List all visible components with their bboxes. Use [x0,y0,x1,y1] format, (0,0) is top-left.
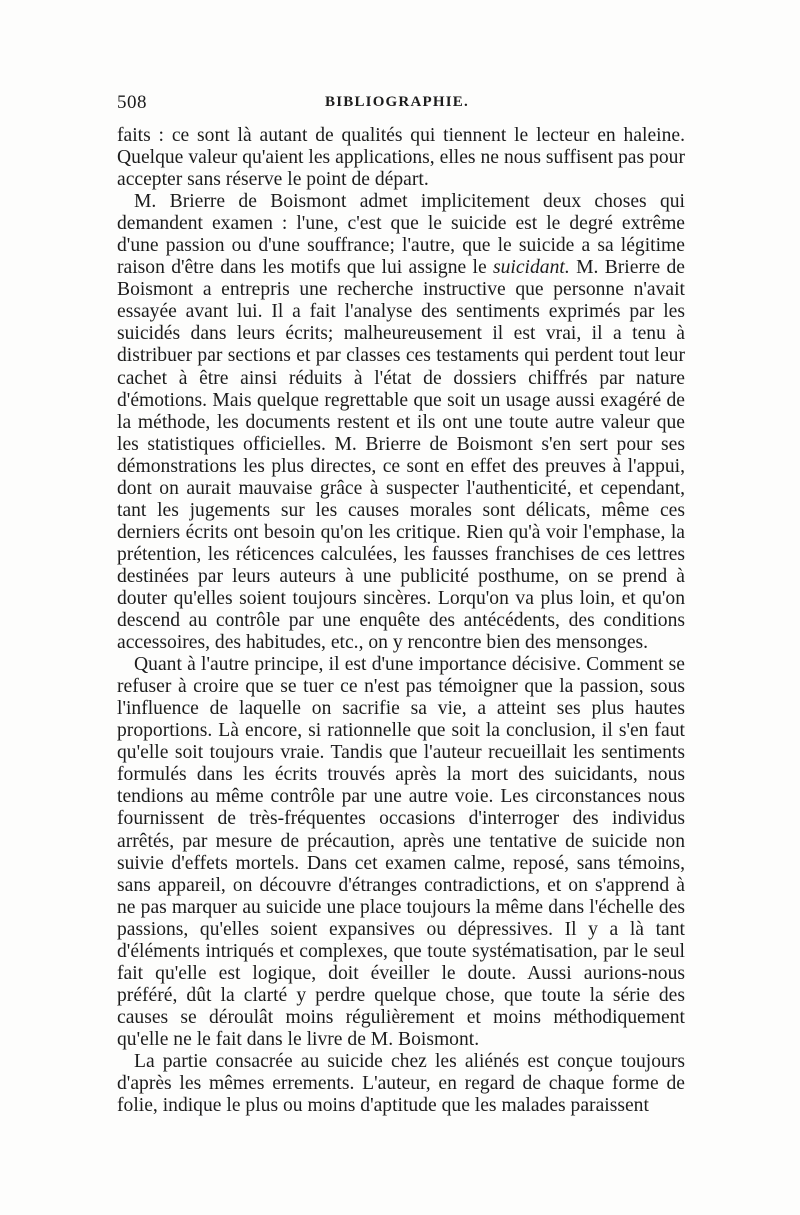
paragraph-2-text-end: M. Brierre de Boismont a entrepris une recherche instructive que personne n'avait essayée avant lui. Il a fait l'analyse des sentiments exprimés par les suicidés dans leurs écrits; malheureusement il est vrai, il a tenu à distribuer par sections et par classes ces testaments qui perdent tout leur cachet à être ainsi réduits à l'état de dossiers chiffrés par nature d'émotions. Mais quelque regrettable que soit un usage aussi exagéré de la méthode, les documents restent et ils ont une toute autre valeur que les statistiques officielles. M. Brierre de Boismont s'en sert pour ses démonstrations les plus directes, ce sont en effet des preuves à l'appui, dont on aurait mauvaise grâce à suspecter l'authenticité, et cependant, tant les jugements sur les causes morales sont délicats, même ces derniers écrits ont besoin qu'on les critique. Rien qu'à voir l'emphase, la prétention, les réticences calculées, les fausses franchises de ces lettres destinées par leurs auteurs à une publicité posthume, on se prend à douter qu'elles soient toujours sincères. Lorqu'on va plus loin, et qu'on descend au contrôle par une enquête des antécédents, des conditions accessoires, des habitudes, etc., on y rencontre bien des mensonges. [117,257,685,654]
running-title: BIBLIOGRAPHIE. [325,94,469,110]
paragraph-2-text-start: M. Brierre de Boismont admet implicitement deux choses qui demandent examen : l'une, c'est que le suicide est le degré extrême d'une passion ou d'une souffrance; l'autre, que le suicide a sa légitime raison d'être dans les motifs que lui assigne le [117,191,685,279]
running-head [117,92,685,116]
body-text [117,125,685,1117]
paragraph-2-italic-word: suicidant. [493,257,570,279]
paragraph-2 [117,191,685,654]
paragraph-3: Quant à l'autre principe, il est d'une importance décisive. Comment se refuser à croire que se tuer ce n'est pas témoigner que la passion, sous l'influence de laquelle on sacrifie sa vie, a atteint ses plus hautes proportions. Là encore, si rationnelle que soit la conclusion, il s'en faut qu'elle soit toujours vraie. Tandis que l'auteur recueillait les sentiments formulés dans les écrits trouvés après la mort des suicidants, nous tendions au même contrôle par une autre voie. Les circonstances nous fournissent de très-fréquentes occasions d'interroger des individus arrêtés, par mesure de précaution, après une tentative de suicide non suivie d'effets mortels. Dans cet examen calme, reposé, sans témoins, sans appareil, on découvre d'étranges contradictions, et on s'apprend à ne pas marquer au suicide une place toujours la même dans l'échelle des passions, qu'elles soient expansives ou dépressives. Il y a là tant d'éléments intriqués et complexes, que toute systématisation, par le seul fait qu'elle est logique, doit éveiller le doute. Aussi aurions-nous préféré, dût la clarté y perdre quelque chose, que toute la série des causes se déroulât moins régulièrement et moins méthodiquement qu'elle ne le fait dans le livre de M. Boismont. [117,654,685,1050]
paragraph-1: faits : ce sont là autant de qualités qui tiennent le lecteur en haleine. Quelque valeur qu'aient les applications, elles ne nous suffisent pas pour accepter sans réserve le point de départ. [117,125,685,191]
page-number: 508 [117,92,147,113]
paragraph-4: La partie consacrée au suicide chez les aliénés est conçue toujours d'après les mêmes errements. L'auteur, en regard de chaque forme de folie, indique le plus ou moins d'aptitude que les malades paraissent [117,1050,685,1117]
